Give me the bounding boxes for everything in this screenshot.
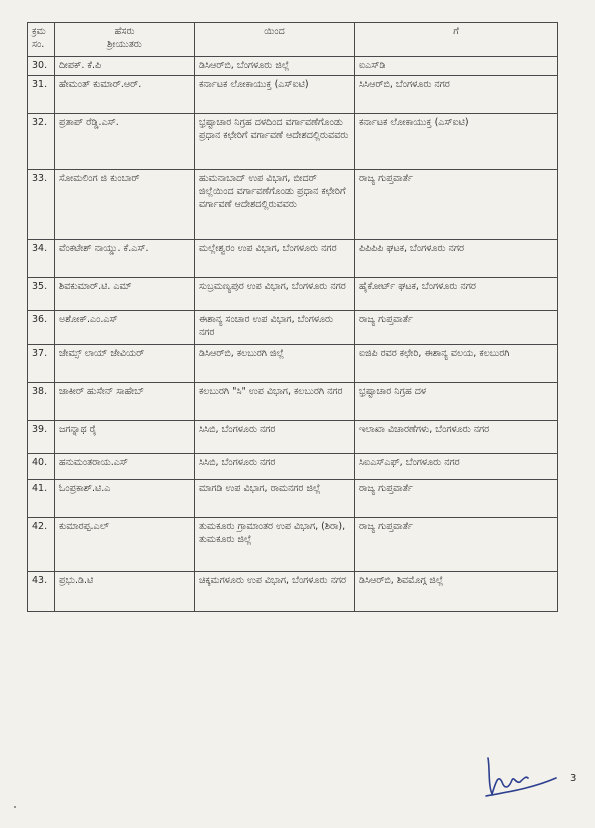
serial-no-cell: 34. [28, 240, 55, 278]
name-cell: ಜಾಕೀರ್ ಹುಸೇನ್ ಸಾಹೇಬ್ [55, 383, 195, 421]
from-cell: ತುಮಕೂರು ಗ್ರಾಮಾಂತರ ಉಪ ವಿಭಾಗ, (ಶಿರಾ), ತುಮಕೂರು ಜಿಲ್ಲೆ [195, 518, 355, 572]
header-name [55, 23, 195, 57]
table-row [28, 114, 558, 170]
name-cell: ಪ್ರಭು.ಡಿ.ಟಿ [55, 572, 195, 612]
to-cell: ಪಿಪಿಪಿಪಿ ಘಟಕ, ಬೆಂಗಳೂರು ನಗರ [355, 240, 558, 278]
scan-speck [14, 806, 16, 808]
to-cell: ಕರ್ನಾಟಕ ಲೋಕಾಯುಕ್ತ (ಎಸ್‌ಐಟಿ) [355, 114, 558, 170]
table-row [28, 518, 558, 572]
table-row [28, 480, 558, 518]
table-row [28, 240, 558, 278]
from-cell: ಹುಮನಾಬಾದ್ ಉಪ ವಿಭಾಗ, ಬೀದರ್ ಜಿಲ್ಲೆಯಿಂದ ವರ್ಗಾವಣೆಗೊಂಡು ಪ್ರಧಾನ ಕಛೇರಿಗೆ ವರ್ಗಾವಣೆ ಆದೇಶದಲ್ಲಿರುವವರು [195, 170, 355, 240]
from-cell: ಮಾಗಡಿ ಉಪ ವಿಭಾಗ, ರಾಮನಗರ ಜಿಲ್ಲೆ [195, 480, 355, 518]
header-serial-no [28, 23, 55, 57]
header-name-line2: ಶ್ರೀಯುತರು [107, 39, 142, 50]
from-cell: ಡಿಸಿಆರ್‌ಬಿ, ಕಲಬುರಗಿ ಜಿಲ್ಲೆ [195, 345, 355, 383]
from-cell: ಕಲಬುರಗಿ "ಸಿ" ಉಪ ವಿಭಾಗ, ಕಲಬುರಗಿ ನಗರ [195, 383, 355, 421]
table-row [28, 170, 558, 240]
to-cell: ಇಲಾಖಾ ವಿಚಾರಣೆಗಳು, ಬೆಂಗಳೂರು ನಗರ [355, 421, 558, 454]
table-row [28, 311, 558, 345]
header-serial-line1: ಕ್ರಮ [32, 26, 46, 37]
to-cell: ಹೈಕೋರ್ಟ್ ಘಟಕ, ಬೆಂಗಳೂರು ನಗರ [355, 278, 558, 311]
name-cell: ಹೇಮಂತ್ ಕುಮಾರ್.ಆರ್. [55, 76, 195, 114]
serial-no-cell: 33. [28, 170, 55, 240]
signature [478, 748, 558, 800]
serial-no-cell: 43. [28, 572, 55, 612]
table-row [28, 454, 558, 480]
serial-no-cell: 32. [28, 114, 55, 170]
header-name-line1: ಹೆಸರು [114, 26, 135, 37]
transfer-table [27, 22, 558, 612]
name-cell: ಹನುಮಂತರಾಯ.ಎಸ್ [55, 454, 195, 480]
to-cell: ರಾಜ್ಯ ಗುಪ್ತವಾರ್ತೆ [355, 311, 558, 345]
table-row [28, 57, 558, 76]
table-row [28, 345, 558, 383]
to-cell: ಡಿಸಿಆರ್‌ಬಿ, ಶಿವಮೊಗ್ಗ ಜಿಲ್ಲೆ [355, 572, 558, 612]
from-cell: ಭ್ರಷ್ಟಾಚಾರ ನಿಗ್ರಹ ದಳದಿಂದ ವರ್ಗಾವಣೆಗೊಂಡು ಪ್ರಧಾನ ಕಛೇರಿಗೆ ವರ್ಗಾವಣೆ ಆದೇಶದಲ್ಲಿರುವವರು [195, 114, 355, 170]
name-cell: ಶಿವಕುಮಾರ್.ಟಿ. ಎಮ್ [55, 278, 195, 311]
table-row [28, 76, 558, 114]
name-cell: ಓಂಪ್ರಕಾಶ್.ಟಿ.ಎ [55, 480, 195, 518]
serial-no-cell: 35. [28, 278, 55, 311]
table-header-row [28, 23, 558, 57]
serial-no-cell: 40. [28, 454, 55, 480]
name-cell: ಕುಮಾರಪ್ಪ.ಎಲ್ [55, 518, 195, 572]
from-cell: ಸಿಸಿಬಿ, ಬೆಂಗಳೂರು ನಗರ [195, 454, 355, 480]
name-cell: ವೆಂಕಟೇಶ್ ನಾಯ್ಡು. ಕೆ.ಎಸ್. [55, 240, 195, 278]
from-cell: ಮಲ್ಲೇಶ್ವರಂ ಉಪ ವಿಭಾಗ, ಬೆಂಗಳೂರು ನಗರ [195, 240, 355, 278]
serial-no-cell: 30. [28, 57, 55, 76]
from-cell: ಚಿಕ್ಕಮಗಳೂರು ಉಪ ವಿಭಾಗ, ಬೆಂಗಳೂರು ನಗರ [195, 572, 355, 612]
page-number: 3 [570, 773, 577, 784]
to-cell: ಸಿಸಿಆರ್‌ಬಿ, ಬೆಂಗಳೂರು ನಗರ [355, 76, 558, 114]
name-cell: ಜೇಮ್ಸ್ ಲಾಯ್ ಜೇವಿಯರ್ [55, 345, 195, 383]
table-row [28, 278, 558, 311]
serial-no-cell: 41. [28, 480, 55, 518]
from-cell: ಈಶಾನ್ಯ ಸಂಚಾರ ಉಪ ವಿಭಾಗ, ಬೆಂಗಳೂರು ನಗರ [195, 311, 355, 345]
name-cell: ಅಶೋಕ್.ಎಂ.ಎಸ್ [55, 311, 195, 345]
from-cell: ಕರ್ನಾಟಕ ಲೋಕಾಯುಕ್ತ (ಎಸ್‌ಐಟಿ) [195, 76, 355, 114]
from-cell: ಸಿಸಿಬಿ, ಬೆಂಗಳೂರು ನಗರ [195, 421, 355, 454]
from-cell: ಡಿಸಿಆರ್‌ಬಿ, ಬೆಂಗಳೂರು ಜಿಲ್ಲೆ [195, 57, 355, 76]
serial-no-cell: 39. [28, 421, 55, 454]
name-cell: ದೀಪಕ್. ಕೆ.ಪಿ [55, 57, 195, 76]
table-row [28, 383, 558, 421]
to-cell: ಐಎಸ್‌ಡಿ [355, 57, 558, 76]
to-cell: ರಾಜ್ಯ ಗುಪ್ತವಾರ್ತೆ [355, 170, 558, 240]
to-cell: ಸಿಐಎಸ್‌ಎಫ್, ಬೆಂಗಳೂರು ನಗರ [355, 454, 558, 480]
to-cell: ರಾಜ್ಯ ಗುಪ್ತವಾರ್ತೆ [355, 480, 558, 518]
header-from: ಯಿಂದ [195, 23, 355, 57]
serial-no-cell: 31. [28, 76, 55, 114]
serial-no-cell: 36. [28, 311, 55, 345]
serial-no-cell: 38. [28, 383, 55, 421]
to-cell: ಐಜಿಪಿ ರವರ ಕಛೇರಿ, ಈಶಾನ್ಯ ವಲಯ, ಕಲಬುರಗಿ [355, 345, 558, 383]
serial-no-cell: 37. [28, 345, 55, 383]
serial-no-cell: 42. [28, 518, 55, 572]
to-cell: ಭ್ರಷ್ಟಾಚಾರ ನಿಗ್ರಹ ದಳ [355, 383, 558, 421]
table-row [28, 421, 558, 454]
name-cell: ಪ್ರತಾಪ್ ರೆಡ್ಡಿ.ಎಸ್. [55, 114, 195, 170]
header-serial-line2: ಸಂ. [32, 39, 45, 50]
table-row [28, 572, 558, 612]
to-cell: ರಾಜ್ಯ ಗುಪ್ತವಾರ್ತೆ [355, 518, 558, 572]
name-cell: ಜಗನ್ನಾಥ ರೈ [55, 421, 195, 454]
header-to: ಗೆ [355, 23, 558, 57]
from-cell: ಸುಬ್ರಮಣ್ಯಪುರ ಉಪ ವಿಭಾಗ, ಬೆಂಗಳೂರು ನಗರ [195, 278, 355, 311]
name-cell: ಸೋಮಲಿಂಗ ಜಿ ಕುಂಬಾರ್ [55, 170, 195, 240]
